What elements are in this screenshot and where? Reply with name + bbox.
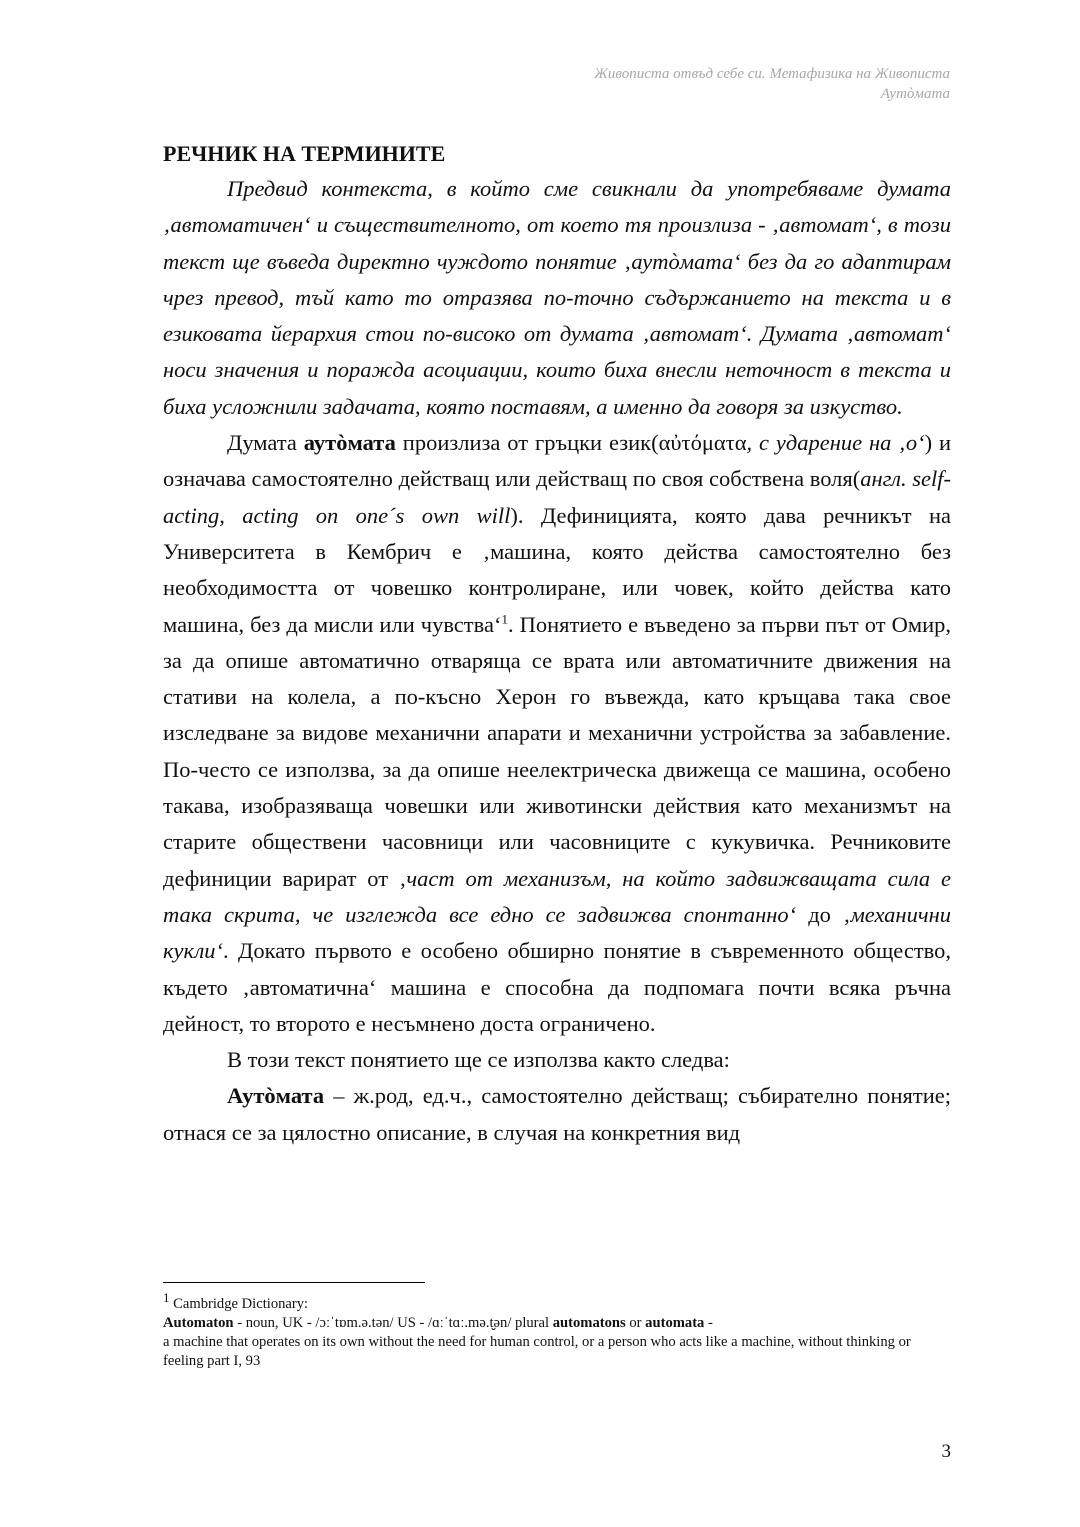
text-run: or [625, 1315, 646, 1331]
text-run: - [704, 1315, 713, 1331]
footnote-plural-2: automata [645, 1315, 705, 1331]
main-content [163, 137, 951, 1151]
text-run: ) и означава самостоятелно действащ или действащ по своя собствена воля( [163, 430, 951, 492]
text-run: Думата [227, 430, 304, 456]
stress-note: , с ударение на ‚о‘ [746, 430, 925, 456]
definition-paragraph [163, 425, 951, 1042]
footnote-line [163, 1314, 953, 1333]
footnote-source: Cambridge Dictionary: [169, 1296, 309, 1312]
section-title: РЕЧНИК НА ТЕРМИНИТЕ [163, 141, 446, 166]
text-run: – ж.род, ед.ч., самостоятелно действащ; събирателно понятие; отнася се за цялостно описание, в случая на конкретния вид [163, 1083, 951, 1145]
text-run: . Понятието е въведено за първи път от Омир, за да опише автоматично отваряща се врата или автоматичните движения на стативи на колела, а по-късно Херон го въвежда, като кръщава така свое изследване за видове механични апарати и механични устройства за забавление. По-често се използва, за да опише неелектрическа движеща се машина, особено такава, изобразяваща човешки или животински действия като механизмът на старите обществени часовници или часовниците с кукувичка. Речниковите дефиниции варират от [163, 611, 951, 891]
quote-definition-2: ‚механични кукли‘ [163, 901, 951, 964]
header-book-title: Живописта отвъд себе си. Метафизика на Живописта [594, 66, 950, 82]
page-number: 3 [941, 1441, 951, 1462]
usage-intro-paragraph: В този текст понятието ще се използва както следва: [227, 1047, 730, 1073]
footnote-definition: a machine that operates on its own without the need for human control, or a person who acts like a machine, without thinking or feeling part I, 93 [163, 1334, 911, 1369]
text-run: до [796, 901, 843, 927]
intro-paragraph: Предвид контекста, в който сме свикнали да употребяваме думата ‚автоматичен‘ и съществителното, от което тя произлиза - ‚автомат‘, в този текст ще въведа директно чуждото понятие ‚аутòмата‘ без да го адаптирам чрез превод, тъй като то отразява по-точно съдържанието на текста и в езиковата йерархия стои по-високо от думата ‚автомат‘. Думата ‚автомат‘ носи значения и поражда асоциации, които биха внесли неточност в текста и биха усложнили задачата, която поставям, а именно да говоря за изкуство. [163, 176, 951, 419]
term-entry-paragraph [163, 1078, 951, 1151]
greek-word: αὐτόματα [658, 430, 747, 456]
text-run: ). Дефиницията, която дава речникът на Университета в Кембрич е ‚машина, която действа самостоятелно без необходимостта от човешко контролиране, или човек, който действа като машина, без да мисли или чувства‘ [163, 502, 951, 637]
footnote-separator [163, 1282, 425, 1283]
footnote-line [163, 1290, 953, 1314]
running-header [594, 64, 950, 104]
quote-definition-1: ‚част от механизъм, на който задвижващата сила е така скрита, че изглежда все едно се задвижва спонтанно‘ [163, 865, 951, 927]
text-run: . Докато първото е особено обширно понятие в съвременното общество, където ‚автоматична‘ машина е способна да подпомага почти всяка ръчна дейност, то второто е несъмнено доста ограничено. [163, 938, 951, 1036]
term-automata-entry: Аутòмата [227, 1083, 325, 1109]
text-run: произлиза от гръцки език( [395, 430, 659, 456]
footnote-reference[interactable]: 1 [501, 611, 508, 627]
term-automata: аутòмата [303, 430, 396, 456]
header-chapter-title: Аутòмата [880, 86, 950, 102]
footnote-headword: Automaton [163, 1315, 234, 1331]
footnote-pronunciation: - noun, UK - /ɔːˈtɒm.ə.tən/ US - /ɑːˈtɑː.mə.t̬ən/ plural [233, 1315, 553, 1331]
footnote-mark: 1 [163, 1290, 170, 1306]
footnotes [163, 1290, 953, 1371]
english-gloss: англ. self-acting, acting on one´s own will [163, 466, 951, 528]
footnote-plural-1: automatons [552, 1315, 626, 1331]
